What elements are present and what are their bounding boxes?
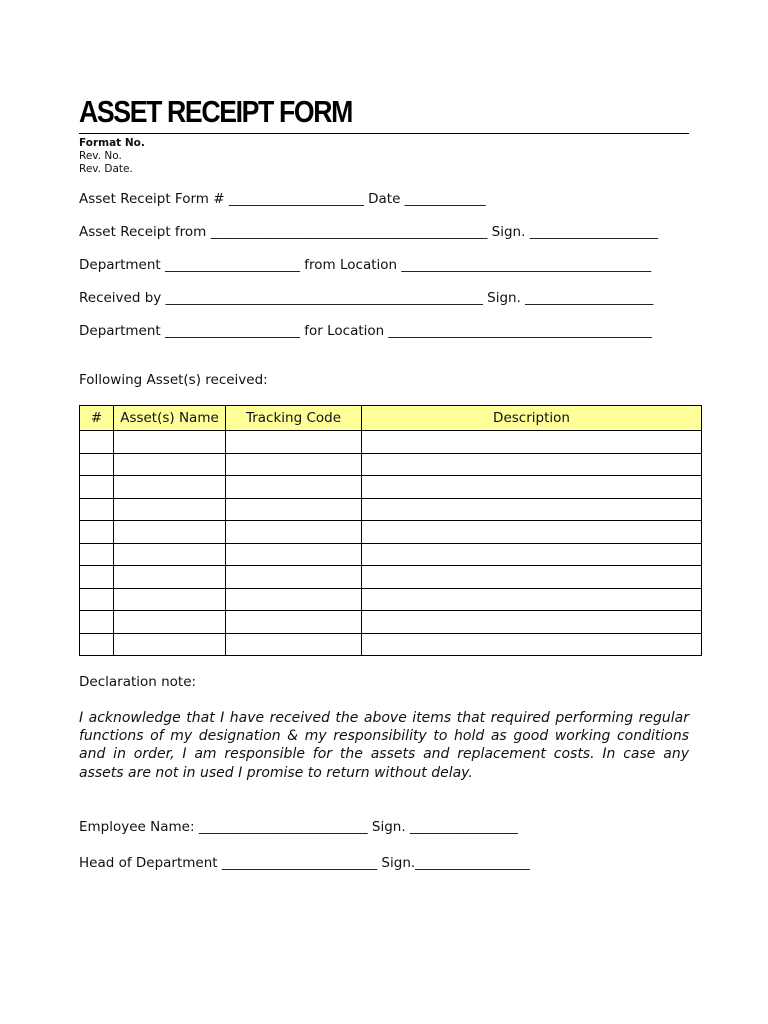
description-cell[interactable] [362,543,702,566]
table-row [80,431,702,454]
asset-name-cell[interactable] [114,588,226,611]
assets-table [79,405,702,656]
asset-name-cell[interactable] [114,521,226,544]
for-location-label: for Location [299,323,389,339]
hod-label: Head of Department [79,855,222,871]
tracking-code-cell[interactable] [226,611,362,634]
received-sign-label: Sign. [482,290,526,306]
assets-intro: Following Asset(s) received: [79,372,268,388]
table-row [80,476,702,499]
asset-name-cell[interactable] [114,611,226,634]
description-cell[interactable] [362,566,702,589]
tracking-code-cell[interactable] [226,566,362,589]
table-header-row [80,406,702,431]
received-sign-field[interactable]: ___________________ [525,290,654,306]
table-row [80,498,702,521]
head-of-department-row [79,854,530,872]
tracking-code-cell[interactable] [226,476,362,499]
tracking-code-cell[interactable] [226,431,362,454]
number-cell[interactable] [80,588,114,611]
form-number-row [79,190,486,208]
rev-date-label: Rev. Date. [79,163,133,175]
table-row [80,588,702,611]
table-row [80,521,702,544]
received-by-row [79,289,653,307]
from-sign-label: Sign. [487,224,530,240]
tracking-code-cell[interactable] [226,633,362,656]
receipt-from-field[interactable]: _________________________________________ [210,224,488,240]
number-cell[interactable] [80,498,114,521]
received-by-label: Received by [79,290,166,306]
asset-name-cell[interactable] [114,633,226,656]
table-row [80,633,702,656]
tracking-code-cell[interactable] [226,453,362,476]
number-cell[interactable] [80,431,114,454]
for-department-label: Department [79,323,165,339]
from-sign-field[interactable]: ___________________ [529,224,658,240]
from-location-field[interactable]: _____________________________________ [401,257,652,273]
asset-name-cell[interactable] [114,431,226,454]
title-divider [79,133,689,134]
declaration-text: I acknowledge that I have received the above items that required performing regular functions of my designation & my responsibility to hold as good working conditions and in order, I am responsible for the assets and replacement costs. In case any assets are not in used I promise to return without delay. [79,710,689,781]
for-department-field[interactable]: ____________________ [164,323,300,339]
asset-name-cell[interactable] [114,498,226,521]
rev-no-label: Rev. No. [79,150,122,162]
col-header-number: # [80,406,114,431]
table-row [80,543,702,566]
description-cell[interactable] [362,476,702,499]
description-cell[interactable] [362,633,702,656]
format-no-label: Format No. [79,137,145,149]
number-cell[interactable] [80,633,114,656]
date-label: Date [363,191,405,207]
form-number-label: Asset Receipt Form # [79,191,229,207]
number-cell[interactable] [80,453,114,476]
asset-name-cell[interactable] [114,476,226,499]
number-cell[interactable] [80,611,114,634]
description-cell[interactable] [362,521,702,544]
description-cell[interactable] [362,431,702,454]
employee-name-label: Employee Name: [79,819,199,835]
from-department-label: Department [79,257,165,273]
employee-row [79,818,518,836]
number-cell[interactable] [80,543,114,566]
table-row [80,611,702,634]
description-cell[interactable] [362,611,702,634]
number-cell[interactable] [80,521,114,544]
employee-sign-field[interactable]: ________________ [409,819,518,835]
form-title: ASSET RECEIPT FORM [79,94,352,129]
from-department-field[interactable]: ____________________ [164,257,300,273]
for-department-row [79,322,652,340]
assets-table-body [80,431,702,656]
employee-sign-label: Sign. [367,819,410,835]
tracking-code-cell[interactable] [226,543,362,566]
date-field[interactable]: ____________ [404,191,486,207]
hod-sign-label: Sign. [377,855,416,871]
form-number-field[interactable]: ____________________ [228,191,364,207]
hod-field[interactable]: _______________________ [221,855,378,871]
asset-name-cell[interactable] [114,543,226,566]
col-header-asset-name: Asset(s) Name [114,406,226,431]
received-by-field[interactable]: _______________________________________________ [165,290,483,306]
asset-name-cell[interactable] [114,566,226,589]
employee-name-field[interactable]: _________________________ [198,819,368,835]
for-location-field[interactable]: _______________________________________ [388,323,652,339]
col-header-tracking-code: Tracking Code [226,406,362,431]
hod-sign-field[interactable]: _________________ [415,855,530,871]
from-location-label: from Location [299,257,402,273]
number-cell[interactable] [80,476,114,499]
col-header-description: Description [362,406,702,431]
table-row [80,566,702,589]
receipt-from-row [79,223,658,241]
asset-name-cell[interactable] [114,453,226,476]
tracking-code-cell[interactable] [226,588,362,611]
description-cell[interactable] [362,453,702,476]
description-cell[interactable] [362,498,702,521]
number-cell[interactable] [80,566,114,589]
declaration-heading: Declaration note: [79,674,197,690]
receipt-from-label: Asset Receipt from [79,224,211,240]
from-department-row [79,256,651,274]
table-row [80,453,702,476]
tracking-code-cell[interactable] [226,521,362,544]
tracking-code-cell[interactable] [226,498,362,521]
description-cell[interactable] [362,588,702,611]
